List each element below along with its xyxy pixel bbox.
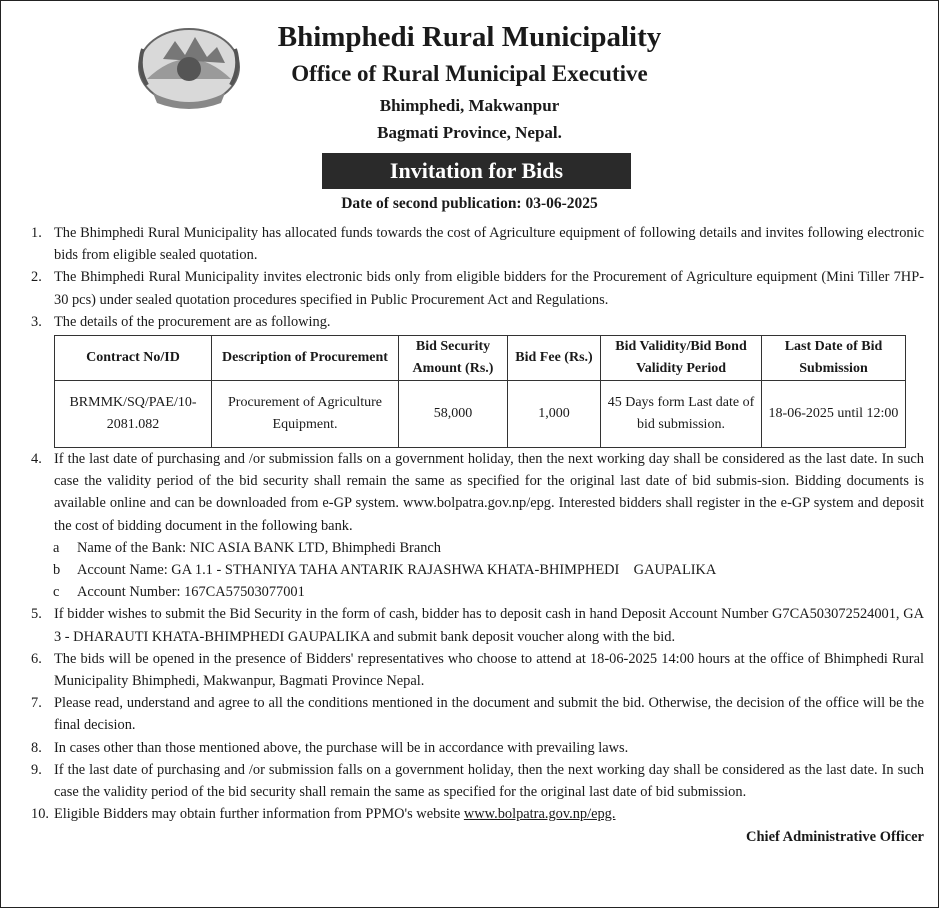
table-cell: 18-06-2025 until 12:00 [762, 381, 906, 448]
procurement-table [54, 335, 906, 448]
list-item: 9. If the last date of purchasing and /or submission falls on a government holiday, then the next working day shall be considered as the last date. In such case the validity period of the bid security shall remain the same as specified for the original last date of bid submission. [31, 761, 924, 801]
table-header: Contract No/ID [55, 336, 212, 381]
table-cell: 58,000 [399, 381, 508, 448]
table-header-row [55, 336, 906, 381]
notice-title-banner: Invitation for Bids [322, 153, 631, 189]
bank-detail: b Account Name: GA 1.1 - STHANIYA TAHA ANTARIK RAJASHWA KHATA-BHIMPHEDI GAUPALIKA [53, 562, 717, 579]
table-cell: 45 Days form Last date of bid submission. [601, 381, 762, 448]
bank-detail: a Name of the Bank: NIC ASIA BANK LTD, Bhimphedi Branch [53, 539, 441, 556]
province-line: Bagmati Province, Nepal. [377, 123, 562, 142]
list-item: 3. The details of the procurement are as following. [31, 313, 331, 330]
table-header: Last Date of Bid Submission [762, 336, 906, 381]
list-item: 4. If the last date of purchasing and /or submission falls on a government holiday, then the next working day shall be considered as the last date. In such case the validity period of the bid security shall remain the same as specified for the original last date of bid submis-sion. Bidding documents is available online and can be downloaded from e-GP system. www.bolpatra.gov.np/epg. Interested bidders shall register in the e-GP system and deposit the cost of bidding document in the following bank. [31, 451, 924, 534]
municipality-title: Bhimphedi Rural Municipality [277, 21, 662, 53]
table-cell: BRMMK/SQ/PAE/10-2081.082 [55, 381, 212, 448]
list-item: 8. In cases other than those mentioned above, the purchase will be in accordance with prevailing laws. [31, 739, 629, 756]
table-header: Description of Procurement [212, 336, 399, 381]
list-item: 2. The Bhimphedi Rural Municipality invites electronic bids only from eligible bidders for the Procurement of Agriculture equipment (Mini Tiller 7HP-30 pcs) under sealed quotation procedures specified in Public Procurement Act and Regulations. [31, 269, 924, 308]
table-header: Bid Validity/Bid Bond Validity Period [601, 336, 762, 381]
notice-body [31, 222, 924, 849]
list-item: 10. Eligible Bidders may obtain further information from PPMO's website www.bolpatra.gov.np/epg. [31, 806, 616, 823]
list-item: 6. The bids will be opened in the presence of Bidders' representatives who choose to attend at 18-06-2025 14:00 hours at the office of Bhimphedi Rural Municipality Bhimphedi, Makwanpur, Bagmati Province Nepal. [31, 650, 924, 690]
table-header: Bid Fee (Rs.) [508, 336, 601, 381]
table-cell: Procurement of Agriculture Equipment. [212, 381, 399, 448]
list-item: 1. The Bhimphedi Rural Municipality has allocated funds towards the cost of Agriculture equipment of following details and invites following electronic bids from eligible sealed quotation. [31, 225, 924, 264]
signature-title: Chief Administrative Officer [746, 829, 924, 846]
table-cell: 1,000 [508, 381, 601, 448]
list-item: 7. Please read, understand and agree to all the conditions mentioned in the document and submit the bid. Otherwise, the decision of the office will be the final decision. [31, 695, 924, 734]
ppmo-website-link[interactable]: www.bolpatra.gov.np/epg. [463, 806, 616, 823]
publication-date: Date of second publication: 03-06-2025 [341, 195, 598, 212]
list-item: 5. If bidder wishes to submit the Bid Security in the form of cash, bidder has to deposit cash in hand Deposit Account Number G7CA503072524001, GA 3 - DHARAUTI KHATA-BHIMPHEDI GAUPALIKA and submit bank deposit voucher along with the bid. [31, 606, 924, 645]
address-line: Bhimphedi, Makwanpur [379, 96, 560, 115]
bank-detail: c Account Number: 167CA57503077001 [53, 584, 305, 601]
office-title: Office of Rural Municipal Executive [291, 61, 648, 86]
table-row [55, 381, 906, 448]
table-header: Bid Security Amount (Rs.) [399, 336, 508, 381]
